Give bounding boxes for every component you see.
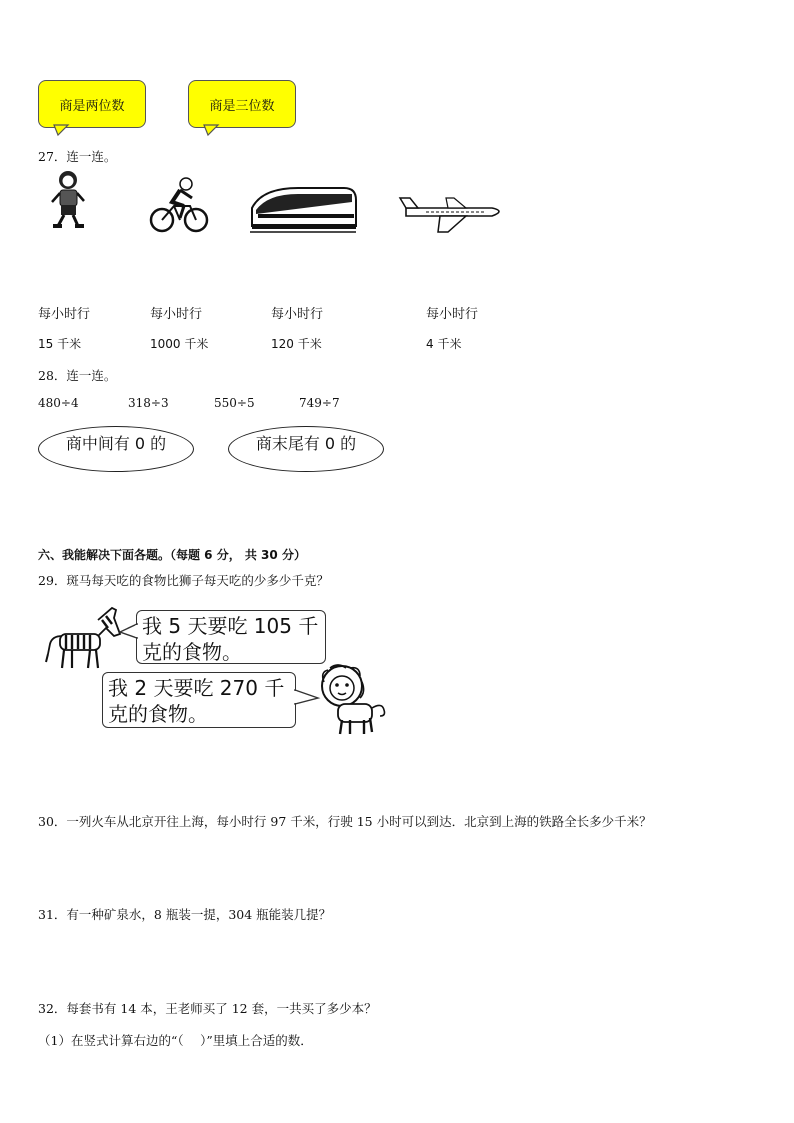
bubble-line: 克的食物。 bbox=[108, 702, 208, 726]
airplane-icon bbox=[396, 194, 508, 234]
speed-line2: 120 千米 bbox=[271, 337, 322, 351]
callout-two-digit-quotient bbox=[38, 80, 146, 128]
bubble-line: 我 2 天要吃 270 千 bbox=[108, 676, 285, 700]
callout-label: 商是两位数 bbox=[59, 98, 125, 114]
lion-icon bbox=[316, 664, 388, 736]
speed-line2: 15 千米 bbox=[38, 337, 82, 351]
speed-label-4 bbox=[426, 303, 478, 352]
ellipse-label: 商末尾有 0 的 bbox=[255, 434, 357, 453]
speed-label-2 bbox=[150, 303, 208, 352]
speed-line1: 每小时行 bbox=[271, 307, 324, 322]
ellipse-label: 商中间有 0 的 bbox=[65, 434, 167, 453]
question-30: 30．一列火车从北京开往上海，每小时行 97 千米，行驶 15 小时可以到达．北京到上海的铁路全长多少千米？ bbox=[38, 814, 652, 829]
expression-4: 749÷7 bbox=[299, 396, 340, 410]
cyclist-icon bbox=[150, 176, 210, 234]
zebra-icon bbox=[42, 606, 122, 670]
bubble-tail bbox=[120, 624, 140, 640]
speed-label-3 bbox=[271, 303, 323, 352]
bubble-line: 我 5 天要吃 105 千 bbox=[142, 614, 319, 638]
zebra-speech-bubble bbox=[136, 610, 326, 664]
expression-2: 318÷3 bbox=[128, 396, 169, 410]
ellipse-zero-in-middle bbox=[38, 426, 194, 472]
train-icon bbox=[248, 184, 358, 234]
callout-label: 商是三位数 bbox=[209, 98, 275, 114]
lion-speech-bubble bbox=[102, 672, 296, 728]
speed-line1: 每小时行 bbox=[150, 307, 203, 322]
speed-label-1 bbox=[38, 303, 90, 352]
question-28-title: 28．连一连。 bbox=[38, 368, 117, 383]
question-32-sub-1: （1）在竖式计算右边的“（ ）”里填上合适的数． bbox=[38, 1033, 313, 1048]
speed-line2: 1000 千米 bbox=[150, 337, 209, 351]
ellipse-zero-at-end bbox=[228, 426, 384, 472]
speed-line2: 4 千米 bbox=[426, 337, 462, 351]
question-31: 31．有一种矿泉水，8 瓶装一提，304 瓶能装几提？ bbox=[38, 907, 332, 922]
expression-3: 550÷5 bbox=[214, 396, 255, 410]
question-32: 32．每套书有 14 本，王老师买了 12 套，一共买了多少本？ bbox=[38, 1001, 377, 1016]
section-6-title: 六、我能解决下面各题。（每题 6 分， 共 30 分） bbox=[38, 548, 306, 562]
bubble-line: 克的食物。 bbox=[142, 640, 242, 664]
expression-1: 480÷4 bbox=[38, 396, 79, 410]
question-29-title: 29．斑马每天吃的食物比狮子每天吃的少多少千克？ bbox=[38, 573, 329, 588]
speed-line1: 每小时行 bbox=[426, 307, 479, 322]
speed-line1: 每小时行 bbox=[38, 307, 91, 322]
callout-tail bbox=[204, 125, 224, 137]
girl-walking-icon bbox=[44, 168, 94, 230]
question-27-title: 27．连一连。 bbox=[38, 149, 117, 164]
callout-three-digit-quotient bbox=[188, 80, 296, 128]
callout-tail bbox=[54, 125, 74, 137]
